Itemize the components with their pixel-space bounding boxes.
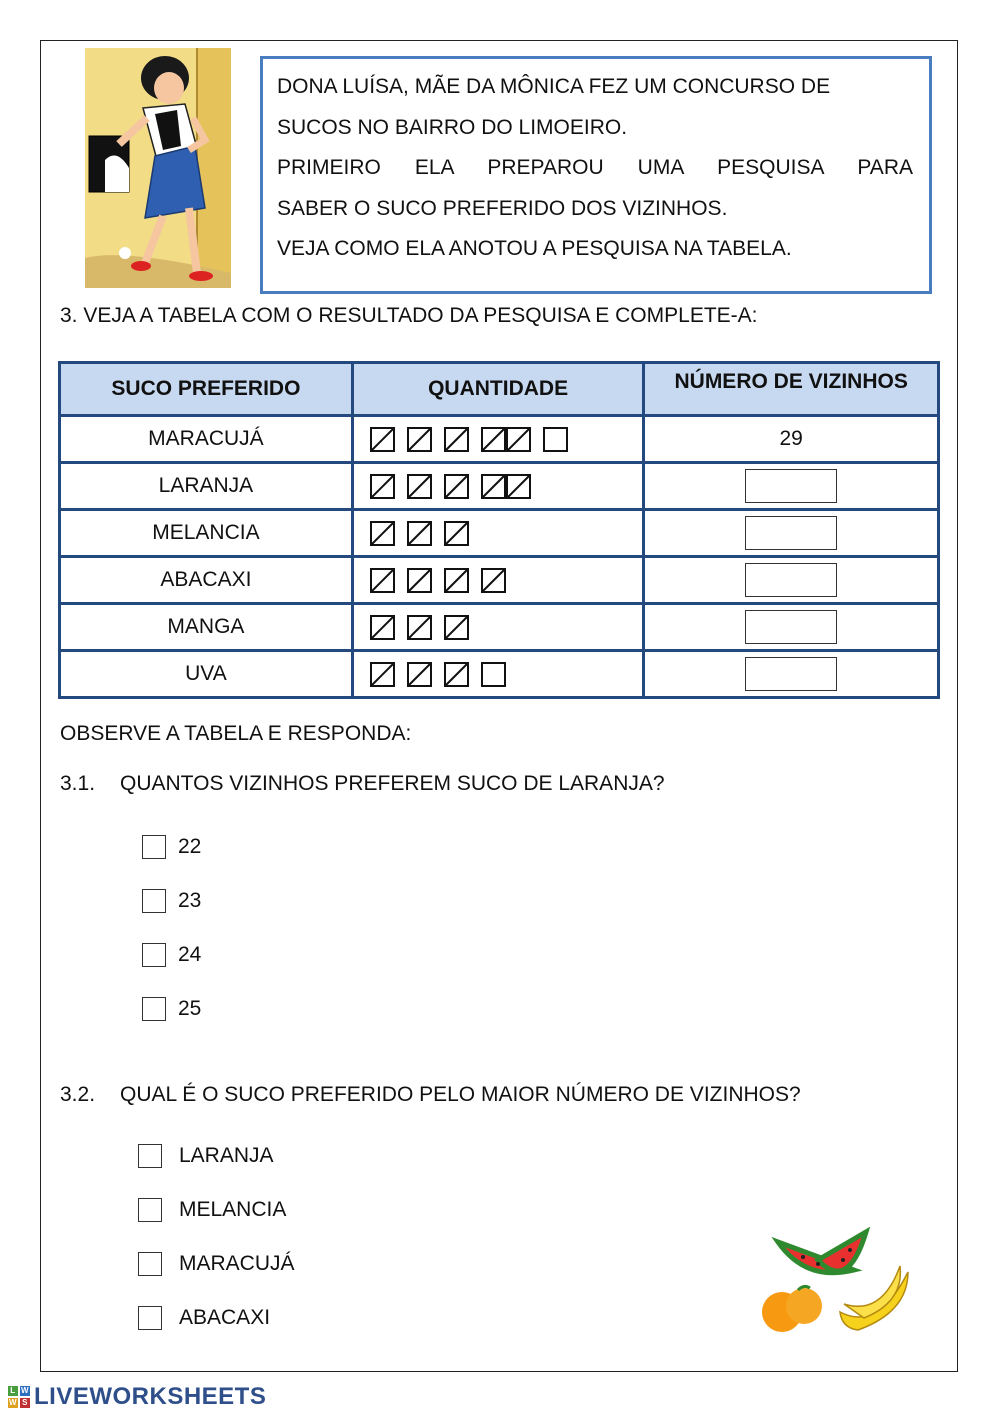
neighbor-count: 29 [644, 416, 939, 463]
intro-text-box [260, 56, 932, 294]
option-25[interactable] [142, 997, 201, 1021]
question-number: 3.1. [60, 772, 96, 795]
logo-text: LIVEWORKSHEETS [34, 1383, 267, 1410]
option-label: LARANJA [179, 1144, 274, 1167]
option-22[interactable] [142, 835, 201, 859]
option-label: MARACUJÁ [179, 1252, 295, 1275]
question-number: 3.2. [60, 1083, 96, 1106]
juice-name: MANGA [60, 604, 353, 651]
tally-box-icon [506, 427, 531, 452]
tally-box-icon [407, 521, 432, 546]
tally-box-icon [444, 615, 469, 640]
option-label: MELANCIA [179, 1198, 287, 1221]
intro-line-5: VEJA COMO ELA ANOTOU A PESQUISA NA TABELA. [277, 237, 792, 260]
question-text: QUAL É O SUCO PREFERIDO PELO MAIOR NÚMERO DE VIZINHOS? [120, 1083, 801, 1106]
tally-box-icon [481, 568, 506, 593]
question-3-1 [60, 772, 665, 796]
tally-box-icon [370, 615, 395, 640]
option-label: 23 [178, 889, 202, 912]
neighbor-count-input[interactable] [745, 610, 837, 644]
tally-box-icon [444, 427, 469, 452]
juice-name: UVA [60, 651, 353, 698]
tally-box-icon [444, 568, 469, 593]
option-label: 22 [178, 835, 202, 858]
option-abacaxi[interactable] [138, 1306, 270, 1330]
juice-name: MELANCIA [60, 510, 353, 557]
checkbox[interactable] [142, 943, 166, 967]
checkbox[interactable] [142, 835, 166, 859]
header-quantity: QUANTIDADE [352, 363, 643, 416]
checkbox[interactable] [138, 1198, 162, 1222]
table-row [60, 510, 939, 557]
tally-box-icon [370, 568, 395, 593]
intro-line-4: SABER O SUCO PREFERIDO DOS VIZINHOS. [277, 196, 728, 220]
juice-name: ABACAXI [60, 557, 353, 604]
liveworksheets-logo [8, 1383, 266, 1411]
neighbor-count-cell [644, 651, 939, 698]
neighbor-count-input[interactable] [745, 469, 837, 503]
option-23[interactable] [142, 889, 201, 913]
tally-marks [352, 510, 643, 557]
tally-box-icon [481, 474, 506, 499]
intro-line-1: DONA LUÍSA, MÃE DA MÔNICA FEZ UM CONCURSO DE [277, 75, 831, 98]
header-neighbors: NÚMERO DE VIZINHOS [644, 363, 939, 416]
table-row [60, 557, 939, 604]
tally-box-icon [370, 427, 395, 452]
table-row [60, 416, 939, 463]
juice-name: MARACUJÁ [60, 416, 353, 463]
header-juice: SUCO PREFERIDO [60, 363, 353, 416]
neighbor-count-input[interactable] [745, 563, 837, 597]
question-3: 3. VEJA A TABELA COM O RESULTADO DA PESQUISA E COMPLETE-A: [60, 304, 758, 327]
tally-box-icon [444, 521, 469, 546]
neighbor-count-cell [644, 557, 939, 604]
tally-box-icon [444, 474, 469, 499]
checkbox[interactable] [142, 889, 166, 913]
table-row [60, 604, 939, 651]
checkbox[interactable] [138, 1306, 162, 1330]
neighbor-count-input[interactable] [745, 516, 837, 550]
tally-box-icon [444, 662, 469, 687]
option-label: ABACAXI [179, 1306, 271, 1329]
option-24[interactable] [142, 943, 201, 967]
neighbor-count-cell [644, 510, 939, 557]
question-3-2 [60, 1083, 801, 1107]
neighbor-count-cell [644, 604, 939, 651]
tally-empty-box-icon [481, 662, 506, 687]
table-header-row [60, 363, 939, 416]
juice-name: LARANJA [60, 463, 353, 510]
tally-marks [352, 604, 643, 651]
observe-instruction: OBSERVE A TABELA E RESPONDA: [60, 722, 412, 745]
checkbox[interactable] [138, 1252, 162, 1276]
option-melancia[interactable] [138, 1198, 286, 1222]
question-text: QUANTOS VIZINHOS PREFEREM SUCO DE LARANJA? [120, 772, 665, 795]
intro-line-3: PRIMEIRO ELA PREPAROU UMA PESQUISA PARA [277, 156, 913, 179]
fruits-illustration [758, 1212, 918, 1342]
tally-table [58, 361, 940, 699]
intro-line-2: SUCOS NO BAIRRO DO LIMOEIRO. [277, 115, 628, 139]
option-maracuja[interactable] [138, 1252, 295, 1276]
character-illustration [85, 48, 231, 288]
table-row [60, 463, 939, 510]
option-label: 25 [178, 997, 202, 1020]
neighbor-count-cell [644, 463, 939, 510]
tally-box-icon [506, 474, 531, 499]
checkbox[interactable] [142, 997, 166, 1021]
tally-box-icon [481, 427, 506, 452]
tally-marks [352, 651, 643, 698]
tally-marks [352, 463, 643, 510]
tally-empty-box-icon [543, 427, 568, 452]
tally-box-icon [407, 615, 432, 640]
tally-box-icon [407, 662, 432, 687]
tally-box-icon [407, 427, 432, 452]
option-label: 24 [178, 943, 202, 966]
neighbor-count-input[interactable] [745, 657, 837, 691]
tally-marks [352, 416, 643, 463]
tally-box-icon [407, 568, 432, 593]
tally-marks [352, 557, 643, 604]
table-row [60, 651, 939, 698]
option-laranja[interactable] [138, 1144, 274, 1168]
tally-box-icon [370, 474, 395, 499]
logo-grid-icon: L W W S [8, 1386, 30, 1407]
checkbox[interactable] [138, 1144, 162, 1168]
tally-box-icon [370, 521, 395, 546]
tally-box-icon [407, 474, 432, 499]
tally-box-icon [370, 662, 395, 687]
